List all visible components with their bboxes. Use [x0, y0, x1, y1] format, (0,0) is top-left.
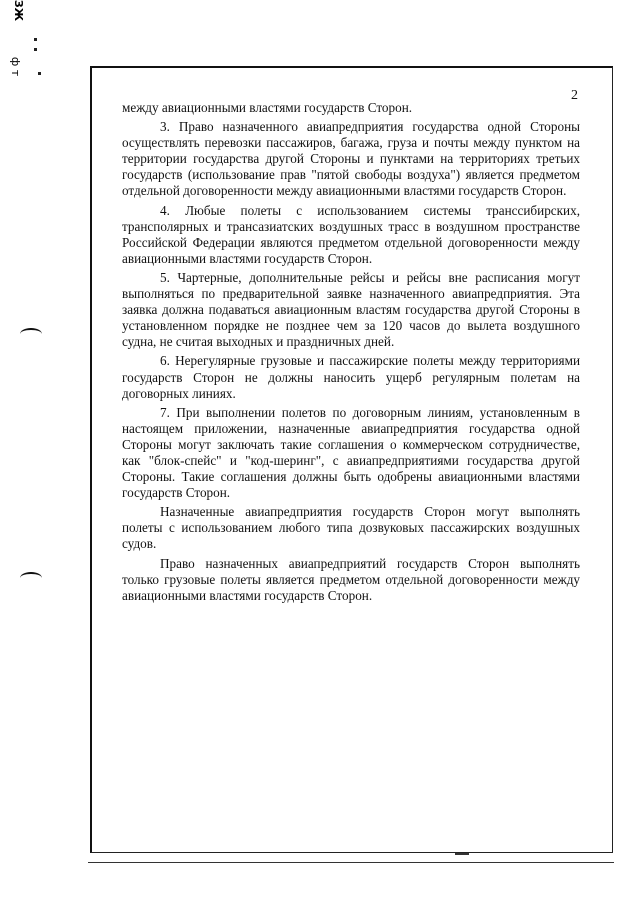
paragraph: Право назначенных авиапредприятий государств Сторон выполнять только грузовые полеты является предметом отдельной договоренности между авиационными властями государств Сторон. [122, 555, 580, 603]
bottom-border-line [88, 862, 614, 863]
paragraph: между авиационными властями государств Сторон. [122, 100, 413, 115]
document-body [122, 100, 580, 607]
paragraph: Назначенные авиапредприятия государств Сторон могут выполнять полеты с использованием любого типа дозвуковых пассажирских воздушных судов. [122, 504, 580, 552]
margin-side-marks: ф т [9, 56, 23, 77]
paragraph: 6. Нерегулярные грузовые и пассажирские полеты между территориями государств Сторон не должны наносить ущерб регулярным полетам на договорных линиях. [122, 353, 580, 401]
margin-scribble: ЗЖ [12, 0, 26, 22]
paragraph: 7. При выполнении полетов по договорным линиям, установленным в настоящем приложении, назначенные авиапредприятия государства одной Стороны могут заключать такие соглашения о коммерческом сотрудничестве, как "блок-спейс" и "код-шеринг", с авиапредприятиями государства другой Стороны. Такие соглашения должны быть одобрены авиационными властями государств Сторон. [122, 404, 580, 501]
margin-dot [34, 38, 37, 41]
paragraph: 4. Любые полеты с использованием системы транссибирских, трансполярных и трансазиатских воздушных трасс в воздушном пространстве Российской Федерации являются предметом отдельной договоренности между авиационными властями государств Сторон. [122, 202, 580, 266]
margin-dot [38, 72, 41, 75]
paragraph: 3. Право назначенного авиапредприятия государства одной Стороны осуществлять перевозки пассажиров, багажа, груза и почты между пунктом на территории государства другой Стороны и пунктами на территориях третьих государств (использование прав "пятой свободы воздуха") является предметом отдельной договоренности между авиационными властями государств Сторон. [122, 119, 580, 199]
margin-dot [34, 48, 37, 51]
bottom-mark [455, 853, 469, 855]
page-number: 2 [571, 88, 578, 103]
binder-hole-mark [20, 328, 42, 340]
paragraph: 5. Чартерные, дополнительные рейсы и рейсы вне расписания могут выполняться по предварительной заявке назначенного авиапредприятия. Эта заявка должна подаваться авиационным властям государства другой Стороны в установленном порядке не позднее чем за 120 часов до вылета воздушного судна, не считая выходных и праздничных дней. [122, 269, 580, 350]
binder-hole-mark [20, 572, 42, 584]
